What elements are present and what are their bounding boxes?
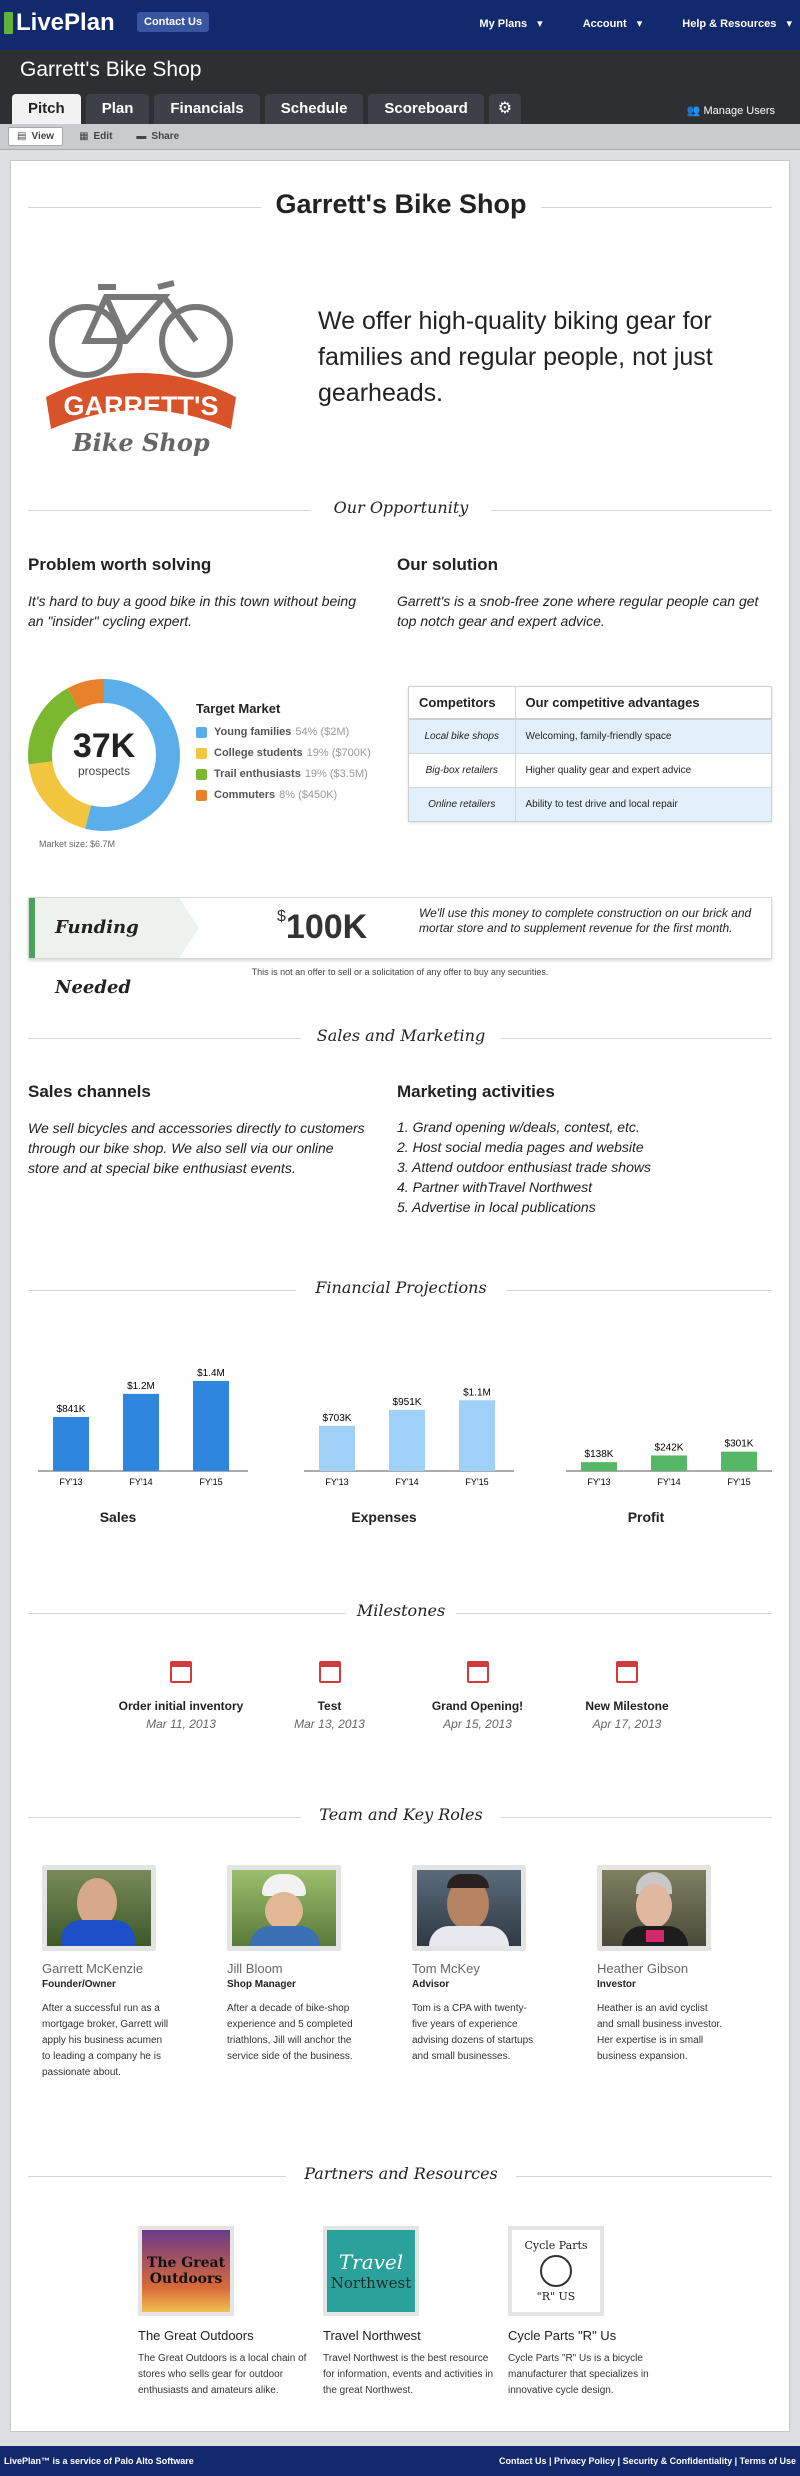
bar-value-label: $1.1M: [463, 1387, 491, 1399]
avatar: [227, 1865, 341, 1951]
pitch-page: [10, 160, 790, 2432]
person-role: Investor: [597, 1979, 636, 1990]
footer-link-security[interactable]: Security & Confidentiality: [622, 2456, 733, 2466]
calendar-icon: [467, 1661, 489, 1683]
chart-bar: [459, 1400, 495, 1471]
sales-channels-title: Sales channels: [28, 1082, 151, 1101]
x-tick-label: FY'13: [587, 1477, 611, 1487]
partner-logo-text: Northwest: [330, 2274, 412, 2292]
funding-needed-label: Funding Needed: [29, 898, 179, 958]
funding-amount: [277, 908, 367, 947]
x-tick-label: FY'14: [129, 1477, 153, 1487]
prospects-label: prospects: [77, 764, 131, 778]
wheel-icon: [540, 2255, 572, 2287]
partner-logo-text: The Great Outdoors: [146, 2255, 226, 2287]
partner-logo: [323, 2226, 419, 2316]
team-list: [28, 1865, 743, 2081]
users-icon: 👥: [686, 105, 704, 117]
garretts-bike-shop-logo: [36, 279, 276, 459]
liveplan-mark-icon: [4, 12, 13, 34]
partner-name: Travel Northwest: [323, 2328, 421, 2343]
milestone-date: Mar 11, 2013: [146, 1717, 216, 1731]
milestone-item[interactable]: [403, 1661, 552, 1731]
sales-channels-text: We sell bicycles and accessories directly to customers through our bike shop. We also sell via our online store and at special bike enthusiast events.: [28, 1120, 365, 1176]
legend-item: [196, 747, 371, 759]
person-bio: Tom is a CPA with twenty-five years of experience advising dozens of startups and small businesses.: [412, 2003, 534, 2062]
legend-swatch: [196, 769, 207, 780]
footer-link-contact[interactable]: Contact Us: [498, 2456, 547, 2466]
chart-bar: [53, 1417, 89, 1471]
legend-label: College students: [214, 747, 303, 759]
target-market-donut-chart: [26, 677, 182, 833]
legend-value: 19% ($700K): [306, 747, 371, 759]
account-menu[interactable]: Account ▾: [583, 17, 643, 30]
x-tick-label: FY'13: [325, 1477, 349, 1487]
plan-header: [0, 50, 800, 124]
milestone-item[interactable]: [256, 1661, 403, 1731]
advantage-cell: Higher quality gear and expert advice: [515, 754, 771, 788]
target-market-title: Target Market: [196, 701, 281, 716]
partner-logo: [508, 2226, 604, 2316]
x-tick-label: FY'15: [199, 1477, 223, 1487]
target-market-legend: [196, 701, 371, 810]
person-bio: After a successful run as a mortgage broker, Garrett will apply his business acumen to leading a company he is passionate about.: [42, 2003, 169, 2078]
partner-name: The Great Outdoors: [138, 2328, 254, 2343]
chart-bar: [651, 1455, 687, 1471]
tab-financials[interactable]: Financials: [154, 94, 259, 124]
marketing-activities-title: Marketing activities: [397, 1082, 555, 1101]
table-row: [409, 754, 771, 788]
solution-text: Garrett's is a snob-free zone where regular people can get top notch gear and expert advice.: [397, 593, 759, 629]
edit-icon: ▦: [79, 131, 89, 142]
milestone-name: Order initial inventory: [118, 1699, 244, 1713]
list-item: 3. Attend outdoor enthusiast trade shows: [397, 1159, 651, 1175]
advantage-cell: Ability to test drive and local repair: [515, 788, 771, 822]
team-member: [213, 1865, 373, 2081]
team-member: [398, 1865, 558, 2081]
bar-value-label: $301K: [724, 1438, 754, 1450]
document-icon: ▤: [17, 131, 27, 142]
section-heading-team: Team and Key Roles: [301, 1805, 501, 1824]
sales-chart-title: Sales: [99, 1509, 137, 1525]
logo-top-text: GARRETT'S: [63, 391, 219, 421]
section-heading-opportunity: Our Opportunity: [311, 498, 491, 517]
brand-name: LivePlan: [16, 9, 115, 36]
bar-value-label: $841K: [56, 1403, 86, 1415]
problem-text: It's hard to buy a good bike in this town without being an "insider" cycling expert.: [28, 593, 356, 629]
partner-description: Travel Northwest is the best resource for information, events and activities in the great Northwest.: [323, 2353, 494, 2396]
legend-label: Young families: [214, 726, 292, 738]
x-tick-label: FY'15: [465, 1477, 489, 1487]
person-bio: Heather is an avid cyclist and small business investor. Her expertise is in small business expansion.: [597, 2003, 723, 2062]
person-name: Garrett McKenzie: [42, 1961, 144, 1976]
milestone-name: Test: [317, 1699, 342, 1713]
chart-bar: [721, 1452, 757, 1471]
footer-note: LivePlan™ is a service of Palo Alto Software: [4, 2456, 194, 2466]
manage-users-label: Manage Users: [703, 105, 775, 117]
chart-bar: [581, 1462, 617, 1471]
profit-chart-title: Profit: [627, 1509, 665, 1525]
milestone-name: Grand Opening!: [431, 1699, 524, 1713]
x-tick-label: FY'15: [727, 1477, 751, 1487]
x-tick-label: FY'14: [395, 1477, 419, 1487]
list-item: 4. Partner withTravel Northwest: [397, 1179, 593, 1195]
amount-value: 100K: [285, 908, 368, 946]
person-name: Jill Bloom: [227, 1961, 283, 1976]
list-item: 2. Host social media pages and website: [397, 1139, 644, 1155]
bar-value-label: $138K: [584, 1449, 614, 1461]
chart-bar: [319, 1426, 355, 1471]
footer: [0, 2446, 800, 2476]
milestone-item[interactable]: [106, 1661, 256, 1731]
person-name: Heather Gibson: [597, 1961, 689, 1976]
view-button[interactable]: [8, 127, 63, 146]
partner-logo: [138, 2226, 234, 2316]
calendar-icon: [170, 1661, 192, 1683]
team-member: [583, 1865, 743, 2081]
footer-link-terms[interactable]: Terms of Use: [739, 2456, 796, 2466]
partner-logo-text: "R" US: [536, 2290, 576, 2303]
tab-pitch[interactable]: Pitch: [12, 94, 81, 124]
milestones-list: [106, 1661, 702, 1731]
section-heading-partners: Partners and Resources: [286, 2164, 516, 2183]
problem-title: Problem worth solving: [28, 555, 212, 574]
team-member: [28, 1865, 188, 2081]
prospects-count: 37K: [72, 727, 136, 765]
person-name: Tom McKey: [412, 1961, 480, 1976]
avatar: [42, 1865, 156, 1951]
table-row: [409, 788, 771, 822]
share-label: Share: [151, 131, 180, 142]
competitor-cell: Local bike shops: [409, 719, 515, 754]
calendar-icon: [319, 1661, 341, 1683]
advantages-header: Our competitive advantages: [515, 687, 771, 719]
legend-value: 54% ($2M): [295, 726, 350, 738]
partner-item: [508, 2226, 683, 2399]
legend-swatch: [196, 790, 207, 801]
legend-value: 19% ($3.5M): [304, 768, 368, 780]
partners-list: [138, 2226, 683, 2399]
partner-item: [323, 2226, 498, 2399]
top-navigation-bar: [0, 0, 800, 50]
financial-projections-charts: [28, 1351, 772, 1491]
share-icon: ▬: [136, 131, 147, 142]
x-tick-label: FY'13: [59, 1477, 83, 1487]
legend-item: [196, 789, 371, 801]
chart-bar: [193, 1381, 229, 1471]
legend-item: [196, 726, 371, 738]
currency-symbol: $: [277, 908, 286, 925]
advantage-cell: Welcoming, family-friendly space: [515, 719, 771, 754]
person-role: Advisor: [412, 1979, 450, 1990]
logo-bottom-text: Bike Shop: [72, 428, 210, 457]
calendar-icon: [616, 1661, 638, 1683]
footer-link-privacy[interactable]: Privacy Policy: [554, 2456, 616, 2466]
tab-schedule[interactable]: Schedule: [265, 94, 364, 124]
solution-title: Our solution: [397, 555, 499, 574]
bar-value-label: $1.2M: [127, 1380, 155, 1392]
plan-title: Garrett's Bike Shop: [20, 58, 202, 81]
share-button[interactable]: [128, 128, 187, 145]
legend-swatch: [196, 748, 207, 759]
avatar: [597, 1865, 711, 1951]
help-resources-menu[interactable]: Help & Resources ▾: [682, 17, 792, 30]
mode-toolbar: [0, 124, 800, 150]
funding-disclaimer: This is not an offer to sell or a solicitation of any offer to buy any securities.: [251, 967, 549, 977]
bar-value-label: $1.4M: [197, 1368, 225, 1379]
person-bio: After a decade of bike-shop experience and 5 completed triathlons, Jill will anchor the service side of the business.: [227, 2003, 353, 2062]
milestone-item[interactable]: [552, 1661, 702, 1731]
marketing-activities-list: [397, 1117, 757, 1217]
liveplan-logo[interactable]: [4, 9, 115, 37]
manage-users-button[interactable]: [687, 104, 775, 117]
bar-value-label: $951K: [392, 1396, 422, 1408]
milestone-date: Apr 17, 2013: [592, 1717, 662, 1731]
footer-links: Contact Us | Privacy Policy | Security & Confidentiality | Terms of Use: [498, 2456, 796, 2466]
pitch-title: Garrett's Bike Shop: [261, 189, 541, 220]
partner-description: The Great Outdoors is a local chain of stores who sells gear for outdoor enthusiasts and amateurs alike.: [138, 2353, 307, 2396]
bar-value-label: $242K: [654, 1442, 684, 1454]
view-label: View: [31, 131, 55, 142]
legend-swatch: [196, 727, 207, 738]
person-role: Shop Manager: [227, 1979, 296, 1990]
competitor-cell: Online retailers: [409, 788, 515, 822]
chart-bar: [389, 1410, 425, 1471]
person-role: Founder/Owner: [42, 1979, 116, 1990]
bar-value-label: $703K: [322, 1412, 352, 1424]
tab-plan[interactable]: Plan: [86, 94, 150, 124]
milestone-date: Mar 13, 2013: [294, 1717, 365, 1731]
competition-table: [408, 686, 772, 822]
settings-gear-icon[interactable]: ⚙: [489, 94, 521, 124]
partner-item: [138, 2226, 313, 2399]
funding-description: We'll use this money to complete construction on our brick and mortar store and to supplement revenue for the first month.: [419, 906, 752, 935]
edit-button[interactable]: [71, 128, 120, 145]
chart-bar: [123, 1394, 159, 1471]
milestone-name: New Milestone: [585, 1699, 669, 1713]
section-heading-milestones: Milestones: [346, 1601, 456, 1620]
legend-value: 8% ($450K): [279, 789, 338, 801]
partner-logo-text: Cycle Parts: [524, 2239, 588, 2252]
tagline: We offer high-quality biking gear for families and regular people, not just gearheads.: [318, 307, 713, 407]
contact-us-button[interactable]: Contact Us: [137, 12, 209, 32]
milestone-date: Apr 15, 2013: [443, 1717, 512, 1731]
competitor-cell: Big-box retailers: [409, 754, 515, 788]
section-heading-financial: Financial Projections: [296, 1278, 506, 1297]
my-plans-menu[interactable]: My Plans ▾: [479, 17, 542, 30]
list-item: 5. Advertise in local publications: [397, 1199, 596, 1215]
table-row: [409, 719, 771, 754]
section-heading-sales: Sales and Marketing: [301, 1026, 501, 1045]
expenses-chart-title: Expenses: [351, 1509, 417, 1525]
list-item: 1. Grand opening w/deals, contest, etc.: [397, 1119, 640, 1135]
avatar: [412, 1865, 526, 1951]
competitors-header: Competitors: [409, 687, 515, 719]
x-tick-label: FY'14: [657, 1477, 681, 1487]
partner-logo-text: Travel: [338, 2250, 404, 2274]
market-size: Market size: $6.7M: [39, 839, 116, 849]
legend-label: Trail enthusiasts: [214, 768, 301, 780]
legend-item: [196, 768, 371, 780]
partner-name: Cycle Parts "R" Us: [508, 2328, 617, 2343]
main-tabs: [12, 94, 521, 124]
legend-label: Commuters: [214, 789, 276, 801]
tab-scoreboard[interactable]: Scoreboard: [368, 94, 483, 124]
edit-label: Edit: [93, 131, 113, 142]
partner-description: Cycle Parts "R" Us is a bicycle manufacturer that specializes in innovative cycle design.: [508, 2353, 649, 2396]
